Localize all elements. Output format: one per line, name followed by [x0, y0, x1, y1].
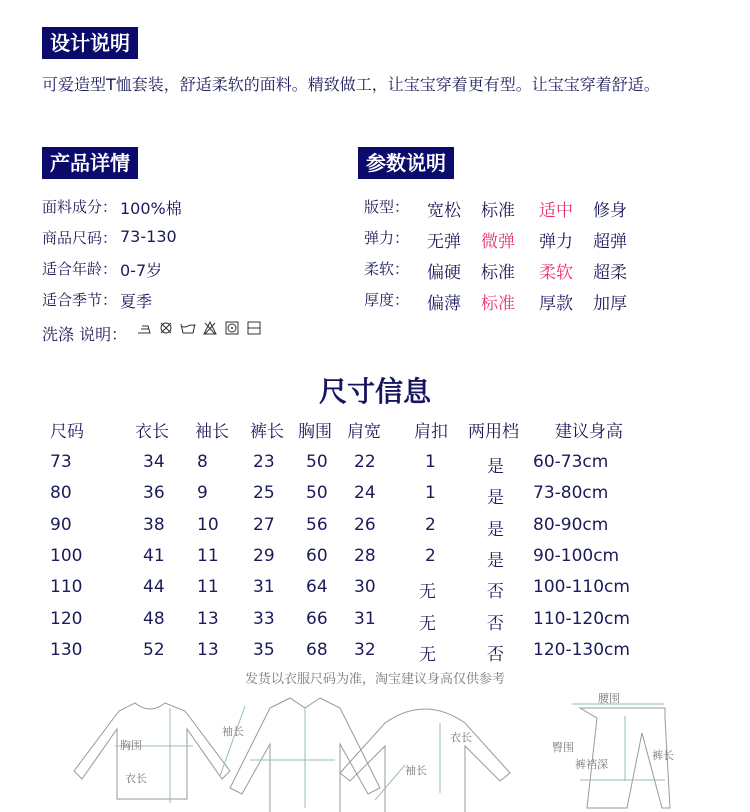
measurement-diagram: [0, 688, 750, 812]
detail-label: 适合季节：: [42, 291, 118, 309]
size-header: 肩扣: [414, 422, 448, 442]
size-cell: 25: [253, 483, 275, 504]
size-cell: 73: [50, 452, 72, 472]
size-cell: 24: [354, 483, 376, 504]
param-option: 厚款: [539, 294, 573, 314]
dry-flat-icon: [246, 320, 262, 336]
param-option: 标准: [481, 294, 515, 314]
size-cell: 28: [354, 545, 376, 566]
detail-value: 100%棉: [120, 199, 182, 218]
size-cell: 13: [197, 639, 219, 660]
detail-value: 0-7岁: [120, 261, 163, 280]
size-cell: 56: [306, 514, 328, 535]
size-cell: 8: [197, 452, 208, 472]
diagram-label: 袖长: [405, 764, 427, 777]
size-cell: 110: [50, 577, 83, 598]
size-cell: 26: [354, 514, 376, 535]
size-cell: 33: [253, 608, 275, 629]
param-option: 柔软: [539, 263, 573, 283]
size-cell: 68: [306, 639, 328, 660]
size-cell: 27: [253, 514, 275, 535]
diagram-label: 裤裆深: [575, 758, 608, 771]
size-header: 尺码: [50, 422, 84, 442]
size-cell: 30: [354, 577, 376, 598]
detail-label: 面料成分：: [42, 198, 118, 216]
diagram-label: 臀围: [552, 741, 574, 754]
param-option: 微弹: [481, 232, 515, 252]
param-option: 超柔: [593, 263, 627, 283]
size-cell: 130: [50, 639, 83, 660]
size-cell: 80: [50, 483, 72, 504]
diagram-label: 衣长: [450, 731, 472, 744]
design-heading: 设计说明: [42, 27, 138, 59]
size-cell: 22: [354, 452, 376, 472]
size-cell: 52: [143, 639, 165, 660]
size-cell: 否: [487, 582, 504, 603]
param-option: 无弹: [427, 232, 461, 252]
size-header: 裤长: [250, 422, 284, 442]
size-cell: 23: [253, 452, 275, 472]
size-cell: 90: [50, 514, 72, 535]
size-cell: 90-100cm: [533, 545, 620, 566]
size-cell: 120: [50, 608, 83, 629]
no-dry-clean-icon: [158, 320, 174, 336]
size-cell: 110-120cm: [533, 608, 630, 629]
size-cell: 60-73cm: [533, 452, 609, 472]
size-cell: 29: [253, 545, 275, 566]
size-cell: 是: [487, 457, 504, 477]
size-cell: 是: [487, 519, 504, 540]
size-cell: 1: [425, 452, 436, 472]
detail-label: 适合年龄：: [42, 260, 118, 278]
param-label: 厚度：: [364, 291, 410, 309]
size-cell: 41: [143, 545, 165, 566]
size-title: 尺寸信息: [318, 375, 431, 408]
diagram-label: 袖长: [222, 725, 244, 738]
detail-value: 夏季: [120, 292, 153, 311]
size-header: 建议身高: [555, 422, 623, 442]
size-cell: 无: [419, 582, 436, 603]
param-label: 柔软：: [364, 260, 410, 278]
design-text: 可爱造型T恤套装，舒适柔软的面料。精致做工，让宝宝穿着更有型。让宝宝穿着舒适。: [42, 75, 660, 94]
size-cell: 11: [197, 545, 219, 566]
size-cell: 31: [354, 608, 376, 629]
no-bleach-icon: [202, 320, 218, 336]
size-cell: 66: [306, 608, 328, 629]
diagram-label: 胸围: [120, 739, 142, 752]
detail-label: 商品尺码：: [42, 229, 118, 247]
param-option: 超弹: [593, 232, 627, 252]
size-note: 发货以衣服尺码为准，淘宝建议身高仅供参考: [244, 672, 505, 687]
params-heading: 参数说明: [358, 147, 454, 179]
size-cell: 10: [197, 514, 219, 535]
size-cell: 60: [306, 545, 328, 566]
param-option: 偏硬: [427, 263, 461, 283]
param-option: 标准: [481, 201, 515, 221]
size-header: 胸围: [298, 422, 332, 442]
size-cell: 50: [306, 483, 328, 504]
size-cell: 73-80cm: [533, 483, 609, 504]
size-cell: 100-110cm: [533, 577, 630, 598]
param-option: 偏薄: [427, 294, 461, 314]
size-cell: 否: [487, 613, 504, 634]
size-cell: 34: [143, 452, 165, 472]
size-cell: 13: [197, 608, 219, 629]
param-label: 弹力：: [364, 229, 410, 247]
size-cell: 80-90cm: [533, 514, 609, 535]
size-cell: 48: [143, 608, 165, 629]
size-cell: 100: [50, 545, 83, 566]
param-label: 版型：: [364, 198, 410, 216]
size-cell: 9: [197, 483, 208, 504]
size-cell: 是: [487, 550, 504, 571]
size-cell: 32: [354, 639, 376, 660]
size-cell: 64: [306, 577, 328, 598]
param-option: 适中: [539, 201, 573, 221]
param-option: 弹力: [539, 232, 573, 252]
size-header: 肩宽: [347, 422, 381, 442]
size-cell: 36: [143, 483, 165, 504]
hand-wash-icon: [180, 320, 196, 336]
size-cell: 50: [306, 452, 328, 472]
size-cell: 无: [419, 644, 436, 665]
diagram-label: 衣长: [125, 772, 147, 785]
size-cell: 无: [419, 613, 436, 634]
size-cell: 1: [425, 483, 436, 504]
iron-icon: [136, 320, 152, 336]
diagram-label: 裤长: [652, 749, 674, 762]
size-cell: 2: [425, 514, 436, 535]
size-cell: 否: [487, 644, 504, 665]
detail-value: 73-130: [120, 227, 177, 246]
care-label: 洗涤 说明：: [42, 325, 128, 344]
size-cell: 44: [143, 577, 165, 598]
tumble-dry-icon: [224, 320, 240, 336]
size-cell: 是: [487, 488, 504, 509]
size-header: 衣长: [135, 422, 169, 442]
size-cell: 2: [425, 545, 436, 566]
size-cell: 38: [143, 514, 165, 535]
param-option: 宽松: [427, 201, 461, 221]
care-icons: [136, 320, 262, 336]
size-header: 袖长: [195, 422, 229, 442]
details-heading: 产品详情: [42, 147, 138, 179]
param-option: 修身: [593, 201, 627, 221]
size-header: 两用档: [468, 422, 519, 442]
param-option: 标准: [481, 263, 515, 283]
diagram-label: 腰围: [598, 692, 620, 705]
size-cell: 11: [197, 577, 219, 598]
size-cell: 120-130cm: [533, 639, 630, 660]
size-cell: 31: [253, 577, 275, 598]
size-cell: 35: [253, 639, 275, 660]
param-option: 加厚: [593, 294, 627, 314]
